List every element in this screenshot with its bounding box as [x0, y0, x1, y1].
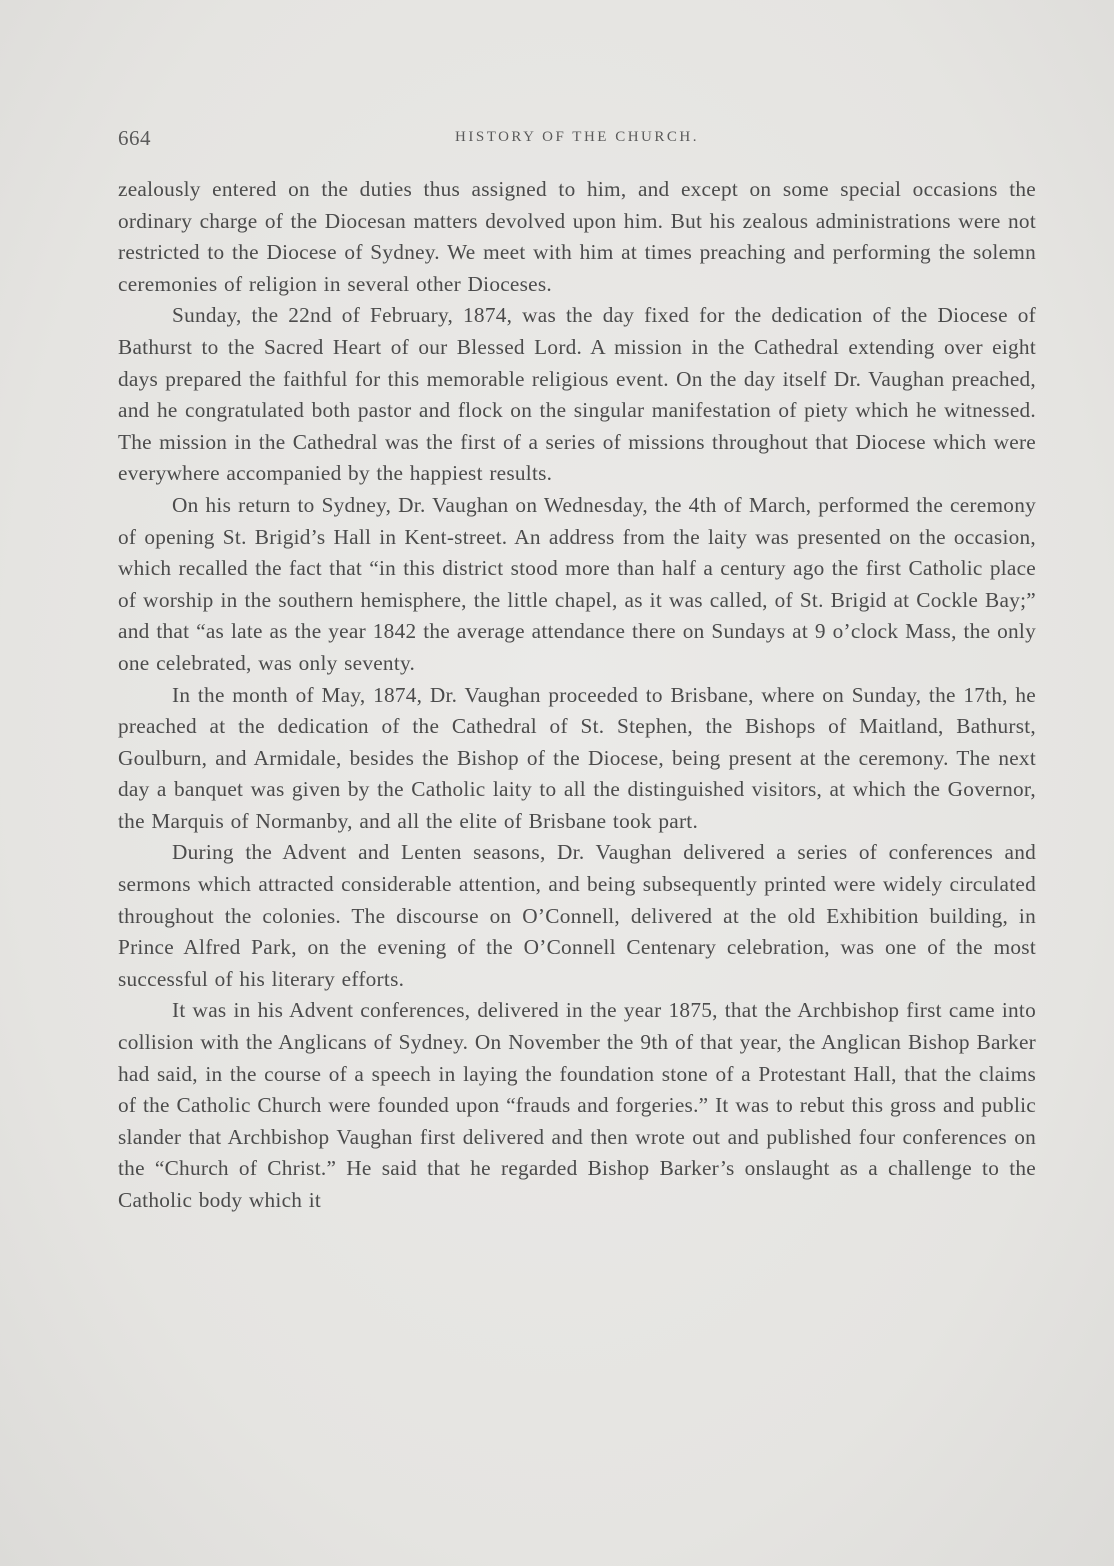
- page-header: [118, 122, 1036, 152]
- paragraph-st-brigids-hall: On his return to Sydney, Dr. Vaughan on Wednesday, the 4th of March, performed the ceremony of opening St. Brigid’s Hall in Kent-street. An address from the laity was presented on the occasion, which recalled the fact that “in this district stood more than half a century ago the first Catholic place of worship in the southern hemisphere, the little chapel, as it was called, of St. Brigid at Cockle Bay;” and that “as late as the year 1842 the average attendance there on Sundays at 9 o’clock Mass, the only one celebrated, was only seventy.: [118, 492, 1036, 675]
- paragraph-advent-lenten-conferences: During the Advent and Lenten seasons, Dr. Vaughan delivered a series of conferences and sermons which attracted considerable attention, and being subsequently printed were widely circulated throughout the colonies. The discourse on O’Connell, delivered at the old Exhibition building, in Prince Alfred Park, on the evening of the O’Connell Centenary celebration, was one of the most successful of his literary efforts.: [118, 840, 1036, 991]
- paragraph-bathurst-dedication: Sunday, the 22nd of February, 1874, was the day fixed for the dedication of the Diocese of Bathurst to the Sacred Heart of our Blessed Lord. A mission in the Cathedral extending over eight days prepared the faithful for this memorable religious event. On the day itself Dr. Vaughan preached, and he congratulated both pastor and flock on the singular manifestation of piety which he witnessed. The mission in the Cathedral was the first of a series of missions throughout that Diocese which were everywhere accompanied by the happiest results.: [118, 303, 1036, 486]
- page-number: 664: [118, 126, 151, 150]
- paragraph-anglican-collision: It was in his Advent conferences, delivered in the year 1875, that the Archbishop first came into collision with the Anglicans of Sydney. On November the 9th of that year, the Anglican Bishop Barker had said, in the course of a speech in laying the foundation stone of a Protestant Hall, that the claims of the Catholic Church were founded upon “frauds and forgeries.” It was to rebut this gross and public slander that Archbishop Vaughan first delivered and then wrote out and published four conferences on the “Church of Christ.” He said that he regarded Bishop Barker’s onslaught as a challenge to the Catholic body which it: [118, 998, 1036, 1212]
- paragraph-brisbane-cathedral: In the month of May, 1874, Dr. Vaughan proceeded to Brisbane, where on Sunday, the 17th, he preached at the dedication of the Cathedral of St. Stephen, the Bishops of Maitland, Bathurst, Goulburn, and Armidale, besides the Bishop of the Diocese, being present at the ceremony. The next day a banquet was given by the Catholic laity to all the distinguished visitors, at which the Governor, the Marquis of Normanby, and all the elite of Brisbane took part.: [118, 682, 1036, 833]
- running-title: HISTORY OF THE CHURCH.: [455, 129, 699, 145]
- body-text: [118, 174, 1036, 1217]
- paragraph-continuation: zealously entered on the duties thus assigned to him, and except on some special occasions the ordinary charge of the Diocesan matters devolved upon him. But his zealous administrations were not restricted to the Diocese of Sydney. We meet with him at times preaching and performing the solemn ceremonies of religion in several other Dioceses.: [118, 177, 1036, 296]
